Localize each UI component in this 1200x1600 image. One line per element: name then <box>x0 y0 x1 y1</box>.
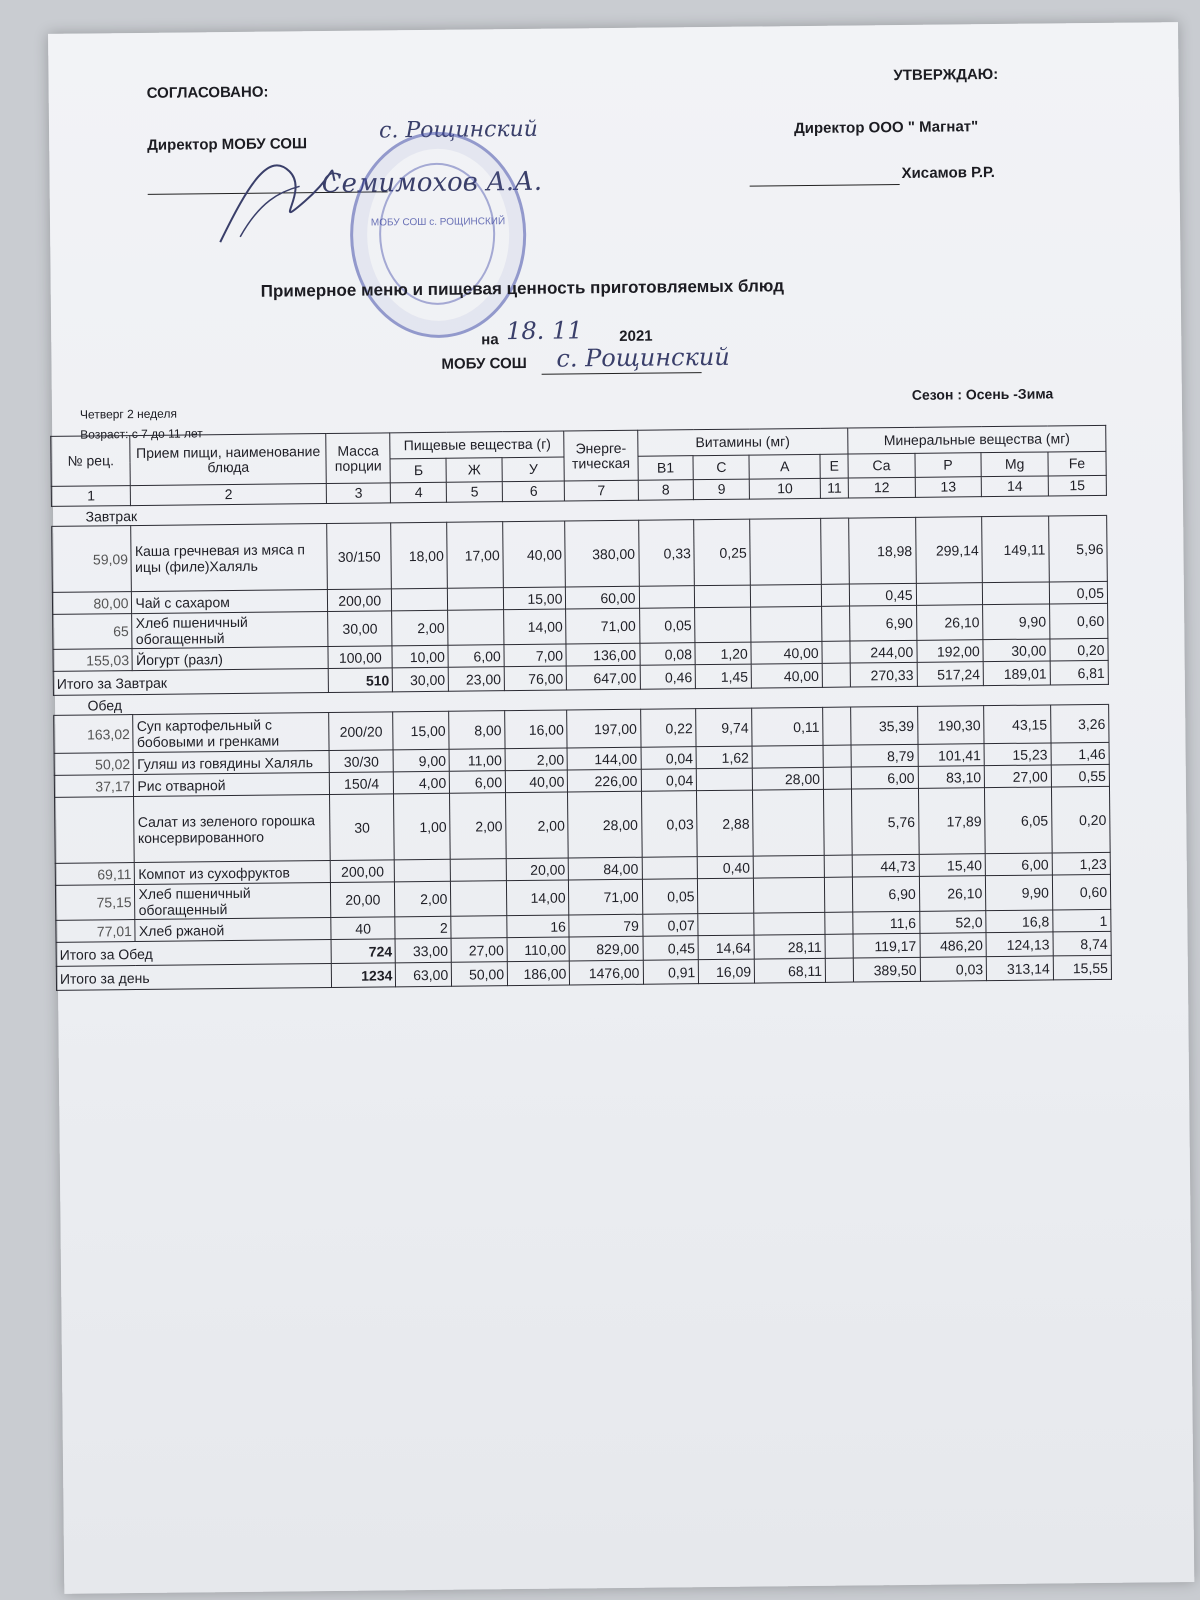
table-cell: 27,00 <box>984 765 1051 788</box>
header-energy: Энерге-тическая <box>564 430 638 481</box>
school-stamp <box>349 131 527 339</box>
table-cell: 15,00 <box>504 587 567 610</box>
table-cell: 8,00 <box>449 711 505 750</box>
dish-name: Суп картофельный с бобовыми и гренками <box>133 713 329 753</box>
total-value: 1476,00 <box>570 960 643 985</box>
total-value <box>825 958 853 982</box>
date-handwriting: 18. 11 <box>506 316 583 346</box>
date-prefix: на <box>481 331 499 349</box>
column-number: 14 <box>981 476 1048 497</box>
table-cell <box>698 913 754 936</box>
total-value: 829,00 <box>569 936 642 961</box>
approval-left-role: Директор МОБУ СОШ <box>147 135 308 154</box>
table-cell: 43,15 <box>984 705 1051 744</box>
table-cell: 9,00 <box>394 749 450 772</box>
table-cell: 192,00 <box>917 640 984 663</box>
header-nutrients: Пищевые вещества (г) <box>390 431 564 459</box>
total-value: 8,74 <box>1053 931 1111 956</box>
table-cell: 1,20 <box>695 642 751 665</box>
table-cell: 15,40 <box>919 854 986 877</box>
table-cell: 0,22 <box>640 709 696 748</box>
recipe-number: 37,17 <box>54 775 134 798</box>
table-cell <box>821 584 849 606</box>
recipe-number: 155,03 <box>53 649 133 672</box>
table-cell: 1,46 <box>1051 742 1109 765</box>
dish-name: Йогурт (разл) <box>132 647 328 671</box>
header-fe: Fe <box>1048 451 1106 476</box>
dish-name: Чай с сахаром <box>132 590 328 614</box>
table-cell <box>697 768 753 791</box>
table-cell <box>451 916 507 939</box>
recipe-number: 77,01 <box>56 920 136 943</box>
total-value: 313,14 <box>986 956 1053 981</box>
total-value: 27,00 <box>451 938 507 963</box>
header-e: Е <box>820 454 848 478</box>
total-value: 0,91 <box>643 960 699 985</box>
table-cell: 0,20 <box>1050 638 1108 661</box>
table-row <box>55 786 1111 863</box>
header-a: А <box>749 454 820 479</box>
table-cell: 15,23 <box>984 743 1051 766</box>
table-cell: 1,23 <box>1052 852 1110 875</box>
table-cell: 30,00 <box>983 639 1050 662</box>
table-cell: 0,03 <box>641 791 698 858</box>
total-value: 0,03 <box>920 957 987 982</box>
portion-mass: 40 <box>331 917 396 940</box>
table-cell <box>822 606 850 641</box>
table-cell: 7,00 <box>504 644 567 667</box>
header-p: Р <box>915 453 982 478</box>
table-cell: 17,00 <box>447 522 504 589</box>
table-cell: 0,07 <box>642 914 698 937</box>
table-cell <box>392 588 448 611</box>
table-cell <box>823 707 851 745</box>
table-cell <box>750 518 822 585</box>
header-vitamins: Витамины (мг) <box>637 428 848 456</box>
document-page <box>48 22 1194 1594</box>
table-cell: 0,05 <box>639 608 695 644</box>
table-cell <box>753 789 825 856</box>
table-cell <box>448 610 504 646</box>
table-cell: 0,20 <box>1051 786 1110 853</box>
table-cell: 40,00 <box>505 770 568 793</box>
total-value: 517,24 <box>917 662 984 687</box>
table-cell: 14,00 <box>504 609 567 645</box>
approval-right-signature-line <box>750 183 900 187</box>
table-cell: 9,74 <box>696 708 752 747</box>
table-cell: 0,45 <box>849 583 916 606</box>
header-fat: Ж <box>446 458 502 483</box>
table-cell: 190,30 <box>917 706 984 745</box>
table-cell: 10,00 <box>392 645 448 668</box>
table-cell: 1,00 <box>394 793 451 860</box>
table-cell: 28,00 <box>568 791 642 858</box>
portion-mass: 30/30 <box>329 750 394 773</box>
column-number: 4 <box>391 482 447 503</box>
approval-left-title: СОГЛАСОВАНО: <box>146 83 269 102</box>
total-value <box>822 663 850 687</box>
table-cell <box>448 588 504 611</box>
table-cell <box>824 855 852 877</box>
day-week: Четверг 2 неделя <box>79 406 177 422</box>
table-cell <box>823 767 851 789</box>
table-cell: 84,00 <box>569 857 642 880</box>
total-value: 33,00 <box>395 938 451 963</box>
table-cell: 83,10 <box>918 766 985 789</box>
portion-mass: 150/4 <box>329 772 394 795</box>
table-cell: 0,33 <box>638 520 695 587</box>
column-number: 3 <box>326 483 391 504</box>
table-cell: 0,60 <box>1052 874 1111 910</box>
table-cell <box>451 881 507 917</box>
recipe-number <box>55 797 135 864</box>
table-cell: 0,25 <box>694 519 751 586</box>
column-number: 9 <box>694 479 750 500</box>
table-cell: 2,00 <box>506 792 569 859</box>
total-value: 486,20 <box>920 933 987 958</box>
total-value: 647,00 <box>567 665 640 690</box>
table-cell <box>751 606 822 642</box>
section-label: Завтрак <box>51 495 1106 526</box>
dish-name: Гуляш из говядины Халяль <box>134 751 330 775</box>
table-cell: 380,00 <box>565 520 639 587</box>
table-cell <box>752 745 823 768</box>
dish-name: Хлеб пшеничный обогащенный <box>135 883 331 920</box>
table-cell: 144,00 <box>568 747 641 770</box>
header-mg: Mg <box>981 452 1048 477</box>
recipe-number: 50,02 <box>54 753 134 776</box>
table-cell: 2,88 <box>697 790 754 857</box>
table-cell <box>695 607 751 643</box>
table-cell: 71,00 <box>566 608 639 644</box>
table-cell: 6,00 <box>448 645 504 668</box>
table-cell: 0,60 <box>1049 603 1108 639</box>
header-ca: Са <box>848 453 915 478</box>
table-cell: 60,00 <box>566 586 639 609</box>
total-value: 30,00 <box>393 667 449 692</box>
portion-mass: 200,00 <box>327 589 392 612</box>
signature-scribble <box>209 141 340 252</box>
total-mass: 724 <box>331 939 396 964</box>
dish-name: Хлеб ржаной <box>135 918 331 942</box>
total-mass: 1234 <box>331 963 396 988</box>
portion-mass: 200/20 <box>329 712 394 751</box>
total-value: 389,50 <box>853 957 920 982</box>
table-cell <box>824 789 853 855</box>
dish-name: Каша гречневая из мяса п ицы (филе)Халяль <box>131 524 327 592</box>
table-cell: 4,00 <box>394 771 450 794</box>
portion-mass: 200,00 <box>330 860 395 883</box>
recipe-number: 65 <box>53 614 133 650</box>
table-cell: 0,40 <box>698 856 754 879</box>
total-value: 14,64 <box>698 935 754 960</box>
table-cell: 26,10 <box>919 876 986 912</box>
table-cell: 35,39 <box>851 706 918 745</box>
table-cell: 149,11 <box>982 516 1049 583</box>
column-number: 5 <box>447 482 503 503</box>
total-value: 23,00 <box>448 667 504 692</box>
total-value: 68,11 <box>754 958 825 983</box>
table-cell <box>754 912 825 935</box>
total-value: 189,01 <box>983 661 1050 686</box>
header-mass: Масса порции <box>326 433 391 484</box>
table-cell: 52,0 <box>919 911 986 934</box>
table-cell: 44,73 <box>852 854 919 877</box>
portion-mass: 30/150 <box>327 523 392 590</box>
table-cell: 14,00 <box>507 880 570 916</box>
table-cell: 2,00 <box>505 748 568 771</box>
header-c: С <box>693 455 749 480</box>
approval-right-name: Хисамов Р.Р. <box>901 164 996 182</box>
table-cell: 6,00 <box>851 766 918 789</box>
recipe-number: 163,02 <box>54 715 134 754</box>
total-value: 63,00 <box>396 962 452 987</box>
season: Сезон : Осень -Зима <box>911 385 1054 403</box>
total-value: 50,00 <box>452 962 508 987</box>
table-cell: 2 <box>395 916 451 939</box>
table-cell: 0,55 <box>1051 764 1109 787</box>
table-cell <box>695 585 751 608</box>
portion-mass: 30 <box>330 794 395 861</box>
table-cell <box>754 877 825 913</box>
column-number: 8 <box>638 480 694 501</box>
table-cell <box>821 518 850 584</box>
column-number: 1 <box>51 486 131 507</box>
header-carbs: У <box>502 457 565 482</box>
document-year: 2021 <box>619 327 653 345</box>
total-value: 0,46 <box>640 665 696 690</box>
table-cell: 0,05 <box>642 879 698 915</box>
table-cell <box>639 586 695 609</box>
table-cell: 28,00 <box>752 767 823 790</box>
column-number: 10 <box>749 478 820 499</box>
table-cell: 16,8 <box>986 910 1053 933</box>
column-number: 15 <box>1048 475 1106 496</box>
table-cell <box>698 878 754 914</box>
recipe-number: 75,15 <box>55 885 135 921</box>
recipe-number: 69,11 <box>55 863 135 886</box>
approval-left-handwriting: с. Рощинский <box>378 116 539 144</box>
total-value: 186,00 <box>507 961 570 986</box>
total-value: 110,00 <box>507 937 570 962</box>
table-cell <box>642 857 698 880</box>
table-cell: 5,76 <box>852 788 919 855</box>
table-cell <box>451 859 507 882</box>
header-num: № рец. <box>51 436 131 487</box>
total-value: 270,33 <box>850 662 917 687</box>
approval-right-role: Директор ООО " Магнат" <box>793 118 979 138</box>
table-cell: 1 <box>1053 909 1111 932</box>
table-cell: 16,00 <box>505 710 568 749</box>
column-number: 6 <box>502 481 565 502</box>
table-cell: 71,00 <box>569 879 642 915</box>
table-cell: 8,79 <box>851 744 918 767</box>
table-cell: 244,00 <box>850 640 917 663</box>
table-cell: 0,08 <box>639 643 695 666</box>
table-cell <box>751 584 822 607</box>
table-cell: 0,04 <box>641 769 697 792</box>
dish-name: Хлеб пшеничный обогащенный <box>132 612 328 649</box>
table-cell: 5,96 <box>1048 515 1107 582</box>
header-b1: В1 <box>638 456 694 481</box>
total-mass: 510 <box>328 668 393 693</box>
table-cell: 3,26 <box>1050 704 1109 743</box>
document-title: Примерное меню и пищевая ценность приготовляемых блюд <box>260 276 785 301</box>
table-cell: 17,89 <box>918 788 985 855</box>
table-cell <box>753 855 824 878</box>
menu-table <box>50 425 1112 991</box>
portion-mass: 30,00 <box>328 611 393 647</box>
table-cell: 6,90 <box>850 605 917 641</box>
table-cell: 6,90 <box>852 876 919 912</box>
header-minerals: Минеральные вещества (мг) <box>848 425 1106 454</box>
school-prefix: МОБУ СОШ <box>441 354 527 373</box>
age-range: Возраст: с 7 до 11 лет <box>80 426 203 442</box>
total-value: 15,55 <box>1053 955 1111 980</box>
table-cell: 2,00 <box>450 793 507 860</box>
total-value: 0,45 <box>643 936 699 961</box>
recipe-number: 59,09 <box>52 526 132 593</box>
school-handwriting: с. Рощинский <box>556 342 730 373</box>
table-cell: 2,00 <box>395 881 451 917</box>
total-label: Итого за Обед <box>56 940 331 967</box>
table-cell: 26,10 <box>916 605 983 641</box>
table-cell <box>825 877 853 912</box>
table-cell: 18,98 <box>849 517 916 584</box>
table-cell: 16 <box>507 915 570 938</box>
table-cell: 40,00 <box>751 641 822 664</box>
table-cell: 18,00 <box>391 522 448 589</box>
total-value: 119,17 <box>853 933 920 958</box>
table-cell <box>983 582 1050 605</box>
table-cell: 15,00 <box>393 711 449 750</box>
table-cell: 40,00 <box>503 521 566 588</box>
table-cell <box>823 745 851 767</box>
column-number: 2 <box>131 484 327 506</box>
column-number: 7 <box>565 480 638 501</box>
table-cell: 6,00 <box>985 853 1052 876</box>
table-cell: 299,14 <box>915 517 982 584</box>
table-cell: 9,90 <box>983 604 1050 640</box>
table-cell: 6,00 <box>450 771 506 794</box>
dish-name: Рис отварной <box>134 773 330 797</box>
total-value: 28,11 <box>754 934 825 959</box>
table-cell: 9,90 <box>986 875 1053 911</box>
portion-mass: 20,00 <box>330 882 395 918</box>
table-cell <box>395 859 451 882</box>
total-value: 40,00 <box>751 663 822 688</box>
approval-right-title: УТВЕРЖДАЮ: <box>893 65 999 85</box>
total-value: 124,13 <box>986 932 1053 957</box>
table-cell: 197,00 <box>567 709 640 748</box>
recipe-number: 80,00 <box>52 592 132 615</box>
table-cell: 0,04 <box>641 747 697 770</box>
section-label: Обед <box>53 684 1108 715</box>
table-cell: 226,00 <box>568 769 641 792</box>
column-number: 12 <box>848 477 915 498</box>
total-value: 1,45 <box>696 664 752 689</box>
table-cell: 136,00 <box>566 643 639 666</box>
table-cell: 0,05 <box>1049 581 1107 604</box>
table-cell: 101,41 <box>918 744 985 767</box>
table-cell: 6,05 <box>985 787 1052 854</box>
table-cell <box>825 912 853 934</box>
approval-left-name-handwriting: Семимохов А.А. <box>321 166 543 200</box>
dish-name: Салат из зеленого горошка консервированного <box>134 795 330 863</box>
table-cell: 2,00 <box>392 610 448 646</box>
table-row <box>52 515 1108 592</box>
total-value: 16,09 <box>699 959 755 984</box>
header-meal: Прием пищи, наименование блюда <box>130 434 326 486</box>
portion-mass: 100,00 <box>328 646 393 669</box>
table-cell: 1,62 <box>696 746 752 769</box>
total-label: Итого за Завтрак <box>53 669 328 696</box>
table-cell <box>822 641 850 663</box>
table-cell: 79 <box>569 914 642 937</box>
table-cell <box>916 583 983 606</box>
table-cell: 11,6 <box>853 911 920 934</box>
total-label: Итого за день <box>56 964 331 991</box>
stamp-text: МОБУ СОШ с. РОЩИНСКИЙ <box>370 216 506 229</box>
total-value: 6,81 <box>1050 660 1108 685</box>
table-cell: 0,11 <box>752 707 823 746</box>
column-number: 13 <box>915 477 982 498</box>
total-value <box>825 934 853 958</box>
table-cell: 20,00 <box>506 858 569 881</box>
total-value: 76,00 <box>504 666 567 691</box>
column-number: 11 <box>820 478 848 498</box>
table-cell: 11,00 <box>449 749 505 772</box>
header-protein: Б <box>390 458 446 483</box>
dish-name: Компот из сухофруктов <box>135 861 331 885</box>
